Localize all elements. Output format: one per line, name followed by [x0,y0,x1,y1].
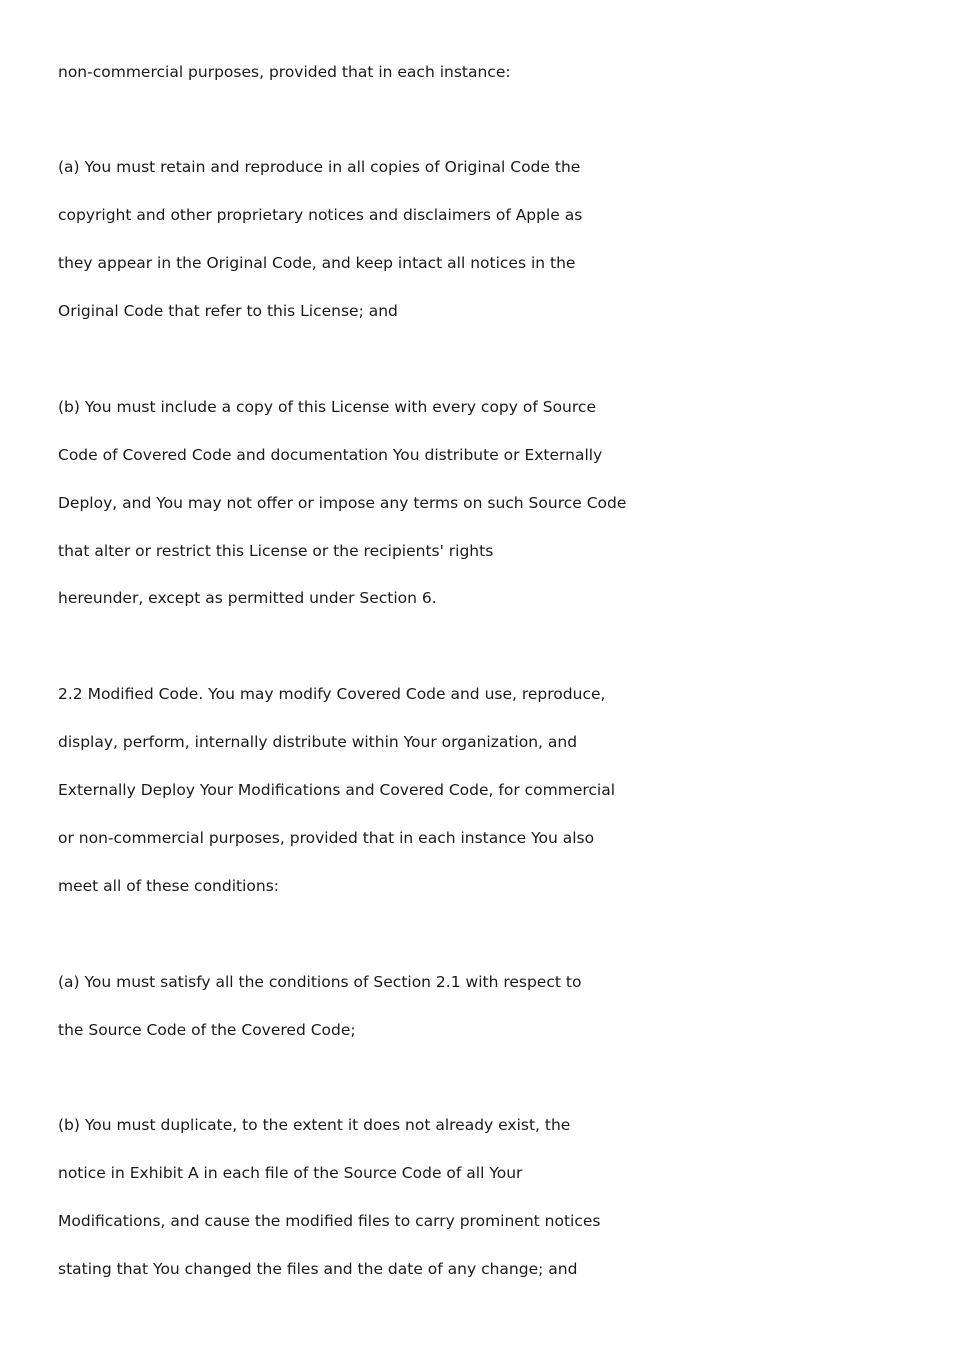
text-line: non-commercial purposes, provided that in each instance: [58,63,511,81]
text-line: copyright and other proprietary notices and disclaimers of Apple as [58,206,583,224]
text-line: the Source Code of the Covered Code; [58,1021,356,1039]
text-line: Original Code that refer to this License; and [58,302,398,320]
section-heading-line: 2.2 Modified Code. You may modify Covered Code and use, reproduce, [58,685,606,703]
text-line: Deploy, and You may not offer or impose any terms on such Source Code [58,494,627,512]
text-line: display, perform, internally distribute within Your organization, and [58,733,578,751]
text-line: Externally Deploy Your Modifications and Covered Code, for commercial [58,781,616,799]
text-line: Code of Covered Code and documentation You distribute or Externally [58,446,603,464]
text-line: hereunder, except as permitted under Section 6. [58,589,437,607]
text-line: (b) You must include a copy of this License with every copy of Source [58,398,596,416]
text-line: they appear in the Original Code, and keep intact all notices in the [58,254,576,272]
text-line: or non-commercial purposes, provided that in each instance You also [58,829,595,847]
text-line: (a) You must satisfy all the conditions of Section 2.1 with respect to [58,973,582,991]
text-line: meet all of these conditions: [58,877,280,895]
text-line: that alter or restrict this License or the recipients' rights [58,542,494,560]
text-line: notice in Exhibit A in each file of the Source Code of all Your [58,1164,523,1182]
text-line: (a) You must retain and reproduce in all copies of Original Code the [58,158,581,176]
text-line: stating that You changed the files and the date of any change; and [58,1260,578,1278]
text-line: Modifications, and cause the modified files to carry prominent notices [58,1212,601,1230]
text-line: (b) You must duplicate, to the extent it does not already exist, the [58,1116,571,1134]
